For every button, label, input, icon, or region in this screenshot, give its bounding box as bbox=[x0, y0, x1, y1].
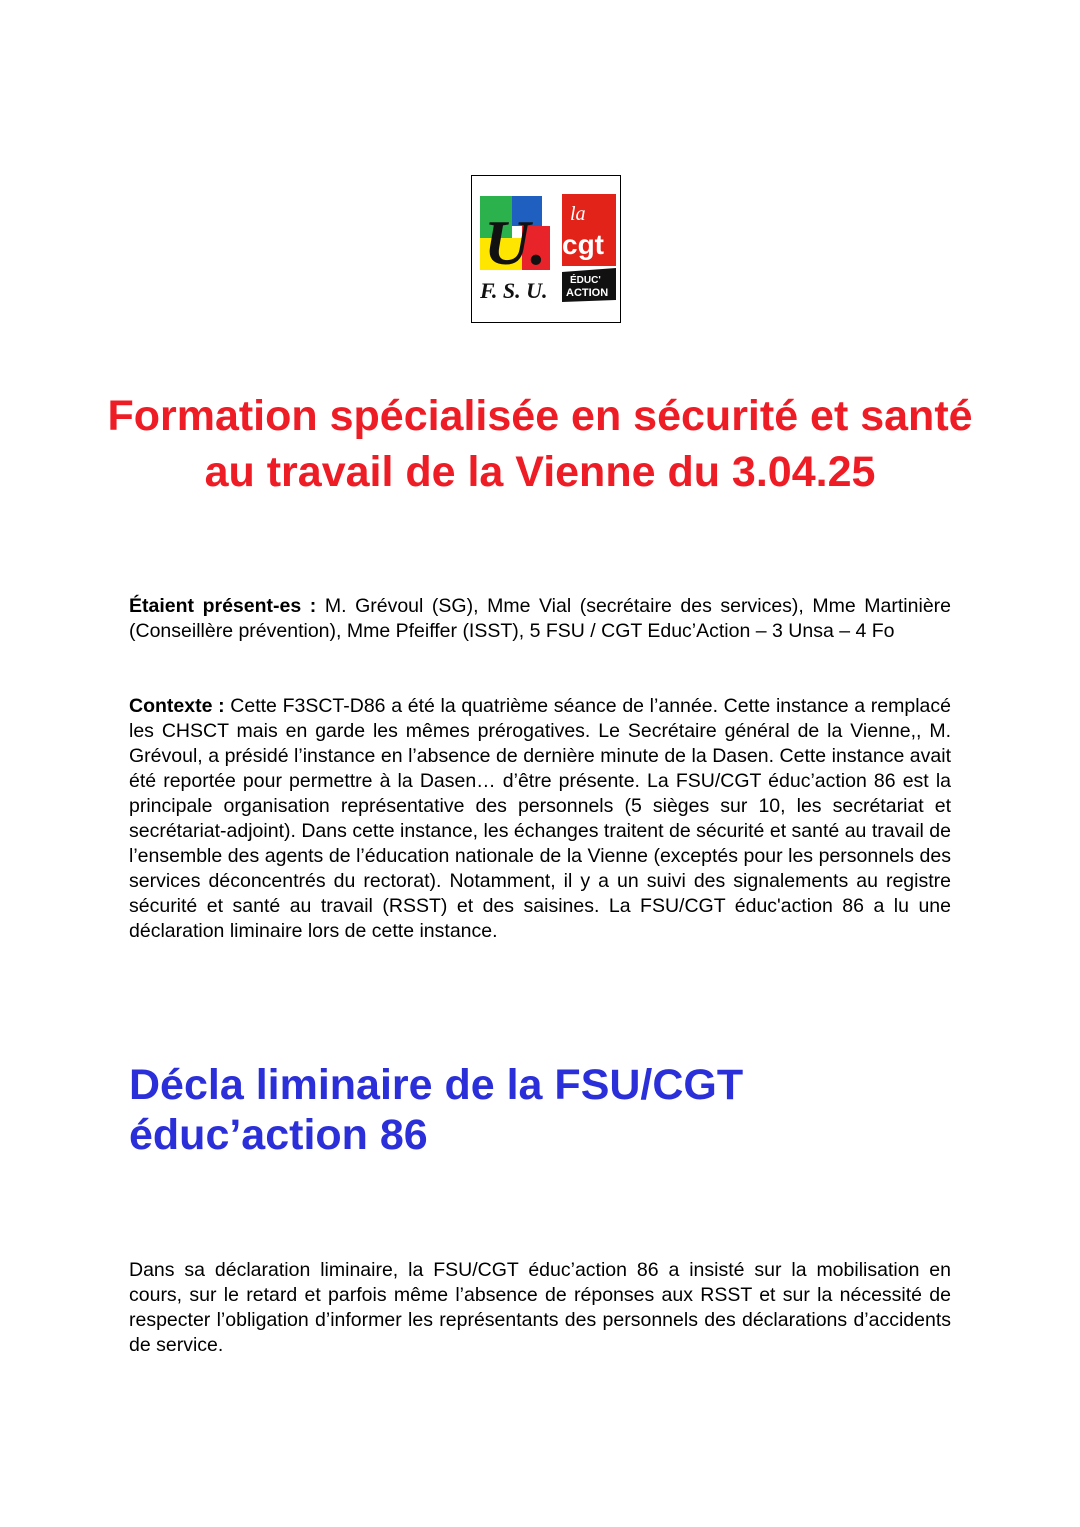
attendees-paragraph bbox=[129, 594, 951, 644]
context-label: Contexte : bbox=[129, 695, 225, 717]
fsu-u-letter: U. bbox=[484, 207, 547, 278]
union-logo bbox=[471, 175, 621, 323]
attendees-label: Étaient présent-es : bbox=[129, 595, 317, 617]
educ-text: ÉDUC' bbox=[570, 275, 601, 286]
context-paragraph bbox=[129, 694, 951, 944]
section-heading: Décla liminaire de la FSU/CGT éduc’action 86 bbox=[129, 1061, 744, 1159]
action-text: ACTION bbox=[566, 287, 609, 299]
declaration-paragraph: Dans sa déclaration liminaire, la FSU/CGT éduc’action 86 a insisté sur la mobilisation en cours, sur le retard et parfois même l’absence de réponses aux RSST et sur la nécessité de respecter l’obligation d’informer les représentants des personnels des déclarations d’accidents de service. bbox=[129, 1259, 951, 1356]
cgt-la-text: la bbox=[570, 203, 586, 225]
page-title: Formation spécialisée en sécurité et santé au travail de la Vienne du 3.04.25 bbox=[107, 392, 973, 496]
attendees-text: M. Grévoul (SG), Mme Vial (secrétaire des services), Mme Martinière (Conseillère prévention), Mme Pfeiffer (ISST), 5 FSU / CGT Educ’Action – 3 Unsa – 4 Fo bbox=[129, 595, 952, 642]
fsu-text: F. S. U. bbox=[480, 278, 548, 303]
cgt-main-text: cgt bbox=[562, 229, 604, 260]
context-text: Cette F3SCT-D86 a été la quatrième séance de l’année. Cette instance a remplacé les CHSCT mais en garde les mêmes prérogatives. Le Secrétaire général de la Vienne,, M. Grévoul, a présidé l’instance en l’absence de dernière minute de la Dasen. Cette instance avait été reportée pour permettre à la Dasen… d’être présente. La FSU/CGT éduc’action 86 est la principale organisation représentative des personnels (5 sièges sur 10, les secrétariat et secrétariat-adjoint). Dans cette instance, les échanges traitent de sécurité et santé au travail de l’ensemble des agents de l’éducation nationale de la Vienne (exceptés pour les personnels des services déconcentrés du rectorat). Notamment, il y a un suivi des signalements au registre sécurité et santé au travail (RSST) et des saisines. La FSU/CGT éduc'action 86 a lu une déclaration liminaire lors de cette instance. bbox=[129, 695, 951, 942]
fsu-cgt-logo-graphic bbox=[472, 176, 619, 321]
